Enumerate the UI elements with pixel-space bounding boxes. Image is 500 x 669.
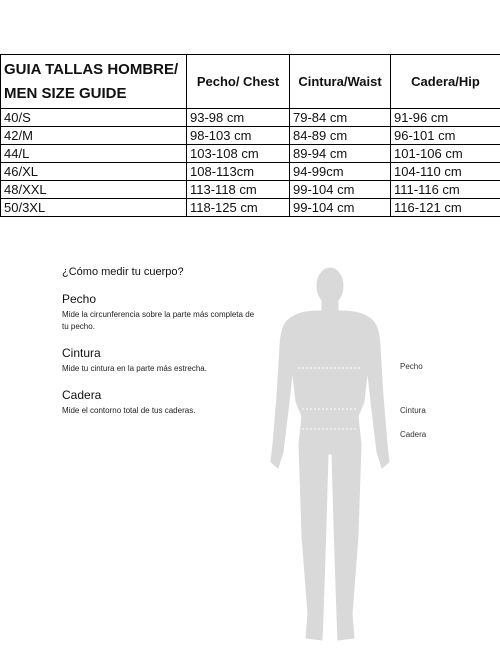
table-row [1,109,500,127]
waist-cell: 79-84 cm [290,109,391,127]
figure-label-hip: Cadera [400,430,427,439]
waist-cell: 99-104 cm [290,181,391,199]
hip-cell: 111-116 cm [391,181,500,199]
header-waist: Cintura/Waist [290,55,391,109]
hip-cell: 101-106 cm [391,145,500,163]
human-body-silhouette-icon [268,266,392,650]
chest-cell: 93-98 cm [187,109,290,127]
table-row [1,199,500,217]
head-shape [317,268,343,304]
size-cell: 42/M [1,127,187,145]
chest-instructions: Mide la circunferencia sobre la parte más completa de tu pecho. [62,310,255,331]
legs-shape [299,416,361,640]
chest-title: Pecho [62,292,97,306]
table-header-row [1,55,500,109]
header-hip: Cadera/Hip [391,55,500,109]
hip-cell: 91-96 cm [391,109,500,127]
figure-label-chest: Pecho [400,362,423,371]
size-cell: 40/S [1,109,187,127]
torso-shape [288,311,372,416]
left-arm-shape [271,320,293,468]
size-guide-table [0,54,500,217]
table-row [1,181,500,199]
table-row [1,163,500,181]
chest-cell: 103-108 cm [187,145,290,163]
table-title [1,55,187,109]
hip-title: Cadera [62,388,102,402]
measure-question: ¿Cómo medir tu cuerpo? [62,266,184,278]
measure-guide [62,266,262,430]
size-cell: 44/L [1,145,187,163]
hip-cell: 104-110 cm [391,163,500,181]
waist-cell: 99-104 cm [290,199,391,217]
hip-cell: 96-101 cm [391,127,500,145]
table-row [1,145,500,163]
hip-cell: 116-121 cm [391,199,500,217]
chest-cell: 113-118 cm [187,181,290,199]
table-row [1,127,500,145]
waist-instructions: Mide tu cintura en la parte más estrecha. [62,364,207,373]
chest-cell: 98-103 cm [187,127,290,145]
chest-cell: 118-125 cm [187,199,290,217]
table-title-line2: MEN SIZE GUIDE [4,84,127,102]
waist-title: Cintura [62,346,101,360]
hip-instructions: Mide el contorno total de tus caderas. [62,406,196,415]
right-arm-shape [367,320,389,468]
waist-cell: 94-99cm [290,163,391,181]
size-cell: 48/XXL [1,181,187,199]
table-title-line1: GUIA TALLAS HOMBRE/ [4,60,179,78]
header-chest: Pecho/ Chest [187,55,290,109]
waist-cell: 89-94 cm [290,145,391,163]
figure-label-waist: Cintura [400,406,426,415]
waist-cell: 84-89 cm [290,127,391,145]
size-cell: 46/XL [1,163,187,181]
chest-cell: 108-113cm [187,163,290,181]
size-cell: 50/3XL [1,199,187,217]
